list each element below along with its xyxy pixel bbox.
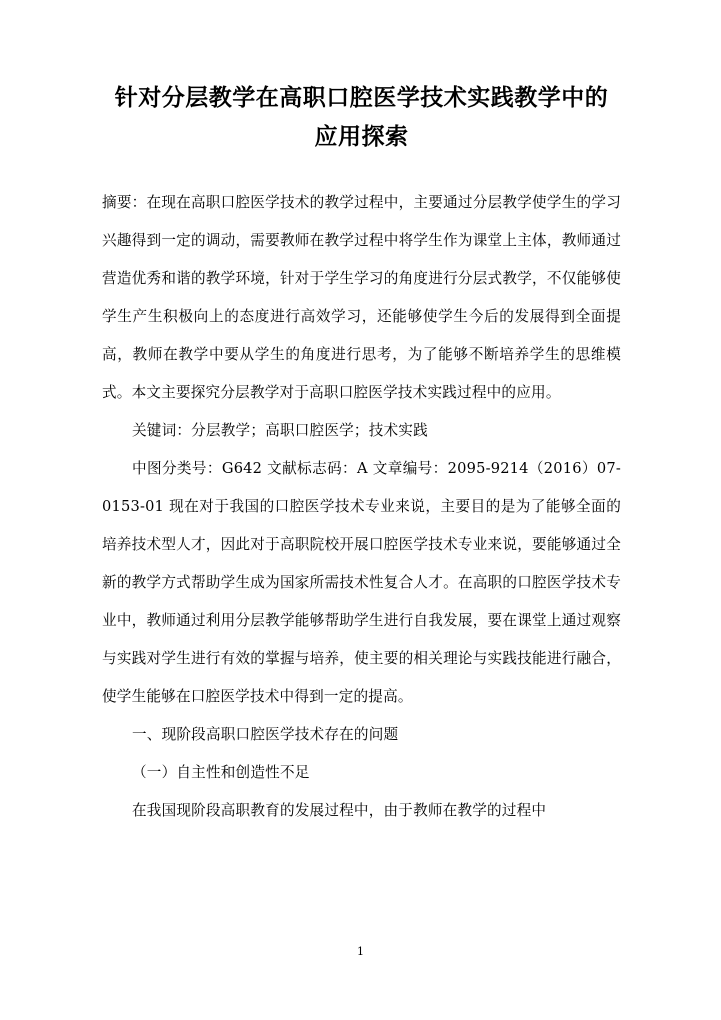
paragraph-keywords: 关键词：分层教学；高职口腔医学；技术实践 bbox=[132, 422, 428, 439]
paragraph-classification-and-intro: 中图分类号：G642 文献标志码：A 文章编号：2095-9214（2016）07-0153-01 现在对于我国的口腔医学技术专业来说，主要目的是为了能够全面的培养技术型人才，因此对于高职院校开展口腔医学技术专业来说，要能够通过全新的教学方式帮助学生成为国家所需技术性复合人才。在高职的口腔医学技术专业中，教师通过利用分层教学能够帮助学生进行自我发展，要在课堂上通过观察与实践对学生进行有效的掌握与培养，使主要的相关理论与实践技能进行融合，使学生能够在口腔医学技术中得到一定的提高。 bbox=[102, 460, 621, 705]
paragraph-abstract: 摘要：在现在高职口腔医学技术的教学过程中，主要通过分层教学使学生的学习兴趣得到一定的调动，需要教师在教学过程中将学生作为课堂上主体，教师通过营造优秀和谐的教学环境，针对于学生学习的角度进行分层式教学，不仅能够使学生产生积极向上的态度进行高效学习，还能够使学生今后的发展得到全面提高，教师在教学中要从学生的角度进行思考，为了能够不断培养学生的思维模式。本文主要探究分层教学对于高职口腔医学技术实践过程中的应用。 bbox=[102, 194, 621, 401]
page-title: 针对分层教学在高职口腔医学技术实践教学中的应用探索 bbox=[114, 84, 609, 150]
paragraph-section-1-1-body: 在我国现阶段高职教育的发展过程中，由于教师在教学的过程中 bbox=[132, 802, 547, 819]
heading-section-1-1: （一）自主性和创造性不足 bbox=[132, 764, 310, 781]
document-body bbox=[102, 184, 621, 830]
heading-section-1: 一、现阶段高职口腔医学技术存在的问题 bbox=[132, 726, 399, 743]
page-number: 1 bbox=[357, 945, 364, 958]
